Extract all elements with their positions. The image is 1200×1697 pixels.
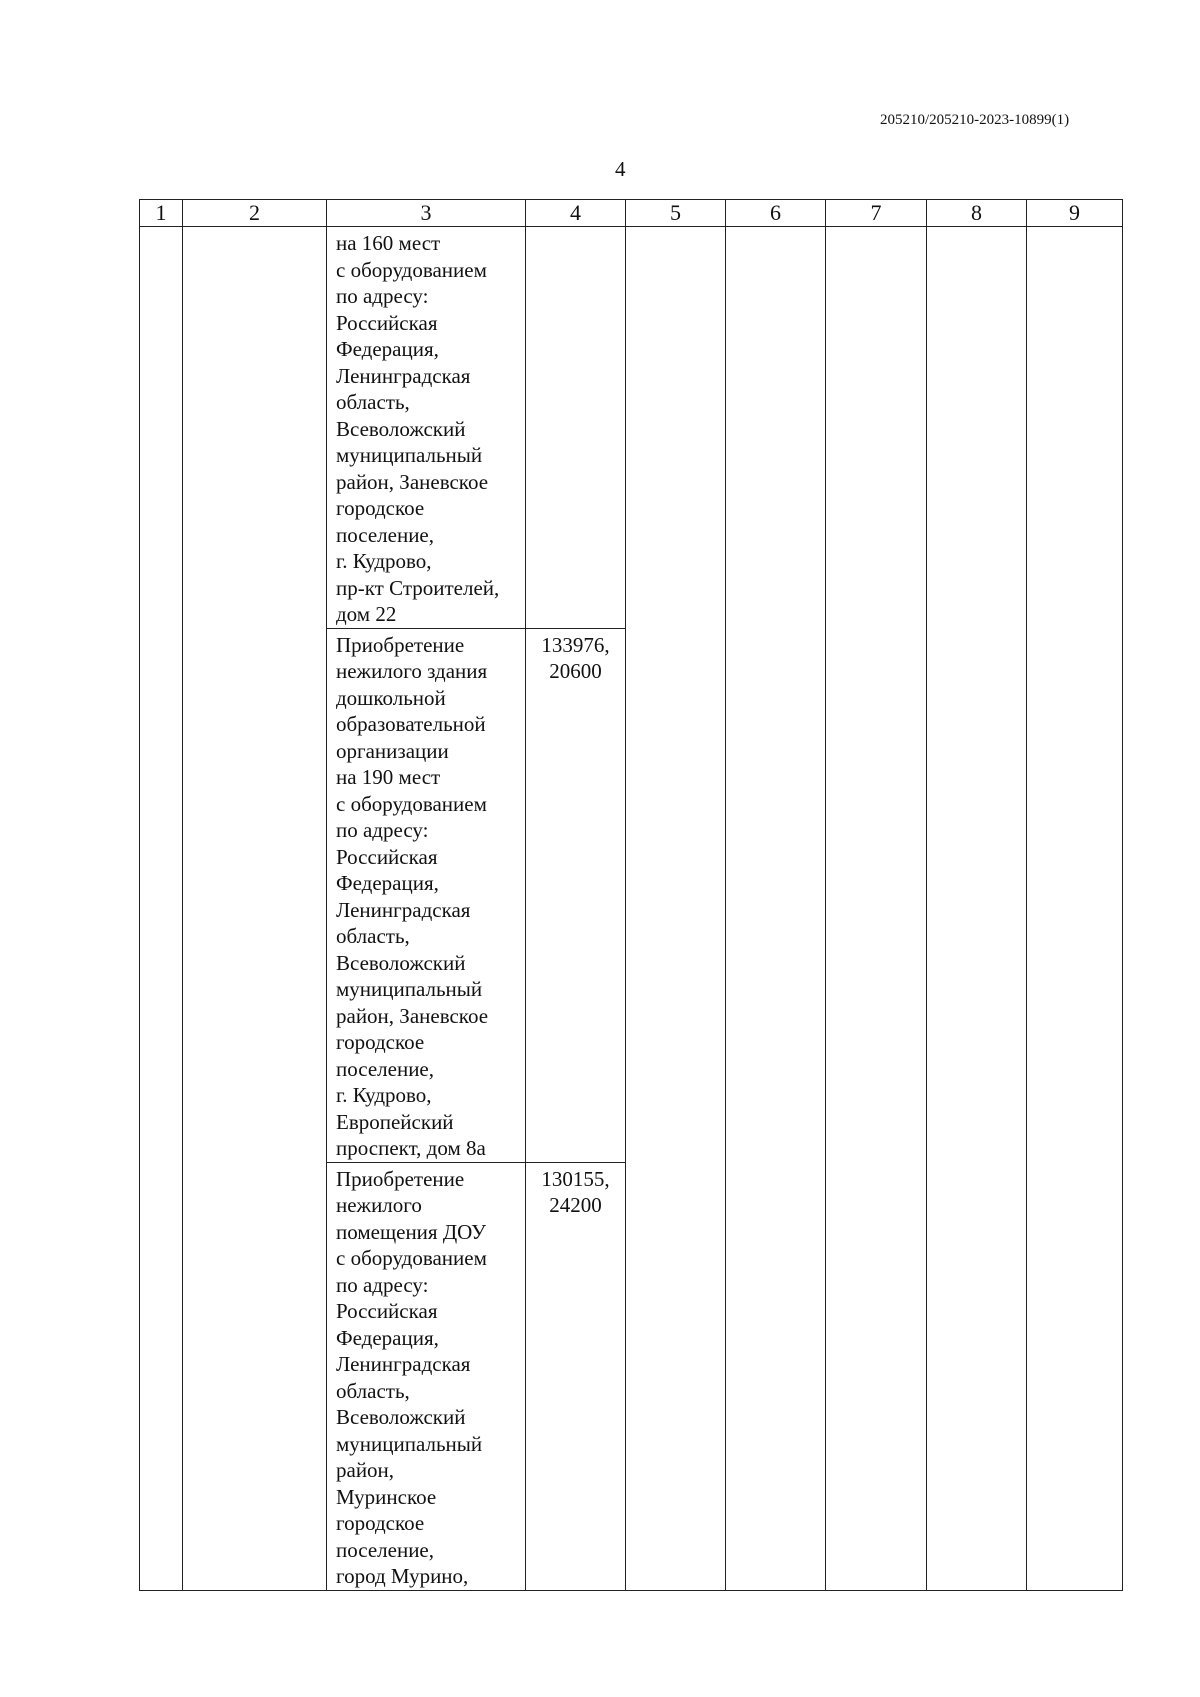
description-line: с оборудованием [336, 1246, 487, 1270]
description-line: поселение, [336, 1056, 435, 1081]
column-header: 4 [526, 200, 626, 227]
table-row [140, 227, 1123, 629]
description-line: Ленинградская [336, 363, 471, 388]
table-cell-col8 [927, 227, 1027, 1591]
column-header: 9 [1027, 200, 1123, 227]
table-cell-amount [526, 1162, 626, 1590]
table-cell-col5 [626, 227, 726, 1591]
amount-line: 20600 [549, 658, 602, 683]
column-header: 5 [626, 200, 726, 227]
description-line: дом 22 [336, 602, 397, 626]
description-line: Всеволожский [336, 950, 466, 975]
description-line: городское [336, 496, 425, 520]
description-line: Федерация, [336, 1325, 439, 1350]
table-cell-col2 [183, 227, 327, 1591]
amount-line: 133976, [541, 632, 610, 657]
description-line: Ленинградская [336, 1352, 471, 1376]
table-cell-col7 [826, 227, 927, 1591]
description-line: Европейский [336, 1109, 454, 1134]
table-cell-col9 [1027, 227, 1123, 1591]
description-line: дошкольной [336, 685, 446, 710]
description-line: Всеволожский [336, 416, 466, 441]
description-line: на 190 мест [336, 765, 441, 789]
description-line: область, [336, 390, 410, 414]
description-line: городское [336, 1030, 425, 1054]
description-line: Федерация, [336, 871, 439, 895]
description-line: проспект, дом 8а [336, 1136, 486, 1160]
table-cell-amount [526, 628, 626, 1162]
table-cell-col1 [140, 227, 183, 1591]
description-line: нежилого [336, 1193, 422, 1217]
description-line: муниципальный [336, 1431, 483, 1456]
column-header: 8 [927, 200, 1027, 227]
data-table-container [139, 199, 1123, 1591]
description-line: область, [336, 1378, 410, 1403]
description-line: город Мурино, [336, 1564, 469, 1588]
description-line: район, Заневское [336, 469, 489, 494]
data-table [139, 199, 1123, 1591]
description-line: муниципальный [336, 977, 483, 1001]
table-header-row [140, 200, 1123, 227]
description-line: Ленинградская [336, 897, 471, 922]
description-line: по адресу: [336, 284, 429, 308]
description-line: с оборудованием [336, 257, 487, 282]
description-line: г. Кудрово, [336, 549, 432, 573]
amount-line: 130155, [541, 1166, 610, 1191]
description-line: район, Заневское [336, 1003, 489, 1028]
description-line: по адресу: [336, 818, 429, 842]
table-cell-description [327, 1162, 526, 1590]
description-line: область, [336, 924, 410, 948]
description-line: Муринское [336, 1484, 437, 1509]
description-line: поселение, [336, 1537, 435, 1562]
description-line: Приобретение [336, 632, 465, 657]
amount-line: 24200 [549, 1192, 602, 1217]
description-line: муниципальный [336, 443, 483, 467]
table-cell-description [327, 628, 526, 1162]
description-line: с оборудованием [336, 791, 487, 816]
description-line: пр-кт Строителей, [336, 575, 500, 600]
description-line: нежилого здания [336, 659, 488, 683]
description-line: Федерация, [336, 337, 439, 361]
table-cell-amount [526, 227, 626, 629]
document-reference-number: 205210/205210-2023-10899(1) [880, 112, 1070, 128]
description-line: Российская [336, 844, 438, 869]
description-line: Российская [336, 310, 438, 335]
description-line: городское [336, 1511, 425, 1535]
description-line: помещения ДОУ [336, 1219, 487, 1244]
description-line: Всеволожский [336, 1405, 466, 1429]
description-line: Российская [336, 1299, 438, 1323]
table-cell-col6 [726, 227, 826, 1591]
page-number: 4 [615, 157, 626, 181]
description-line: образовательной [336, 712, 486, 736]
description-line: Приобретение [336, 1166, 465, 1191]
table-cell-description [327, 227, 526, 629]
column-header: 7 [826, 200, 927, 227]
description-line: по адресу: [336, 1272, 429, 1297]
column-header: 3 [327, 200, 526, 227]
description-line: на 160 мест [336, 231, 441, 255]
description-line: район, [336, 1458, 395, 1482]
column-header: 6 [726, 200, 826, 227]
description-line: поселение, [336, 522, 435, 547]
description-line: организации [336, 738, 449, 763]
description-line: г. Кудрово, [336, 1083, 432, 1107]
column-header: 2 [183, 200, 327, 227]
column-header: 1 [140, 200, 183, 227]
